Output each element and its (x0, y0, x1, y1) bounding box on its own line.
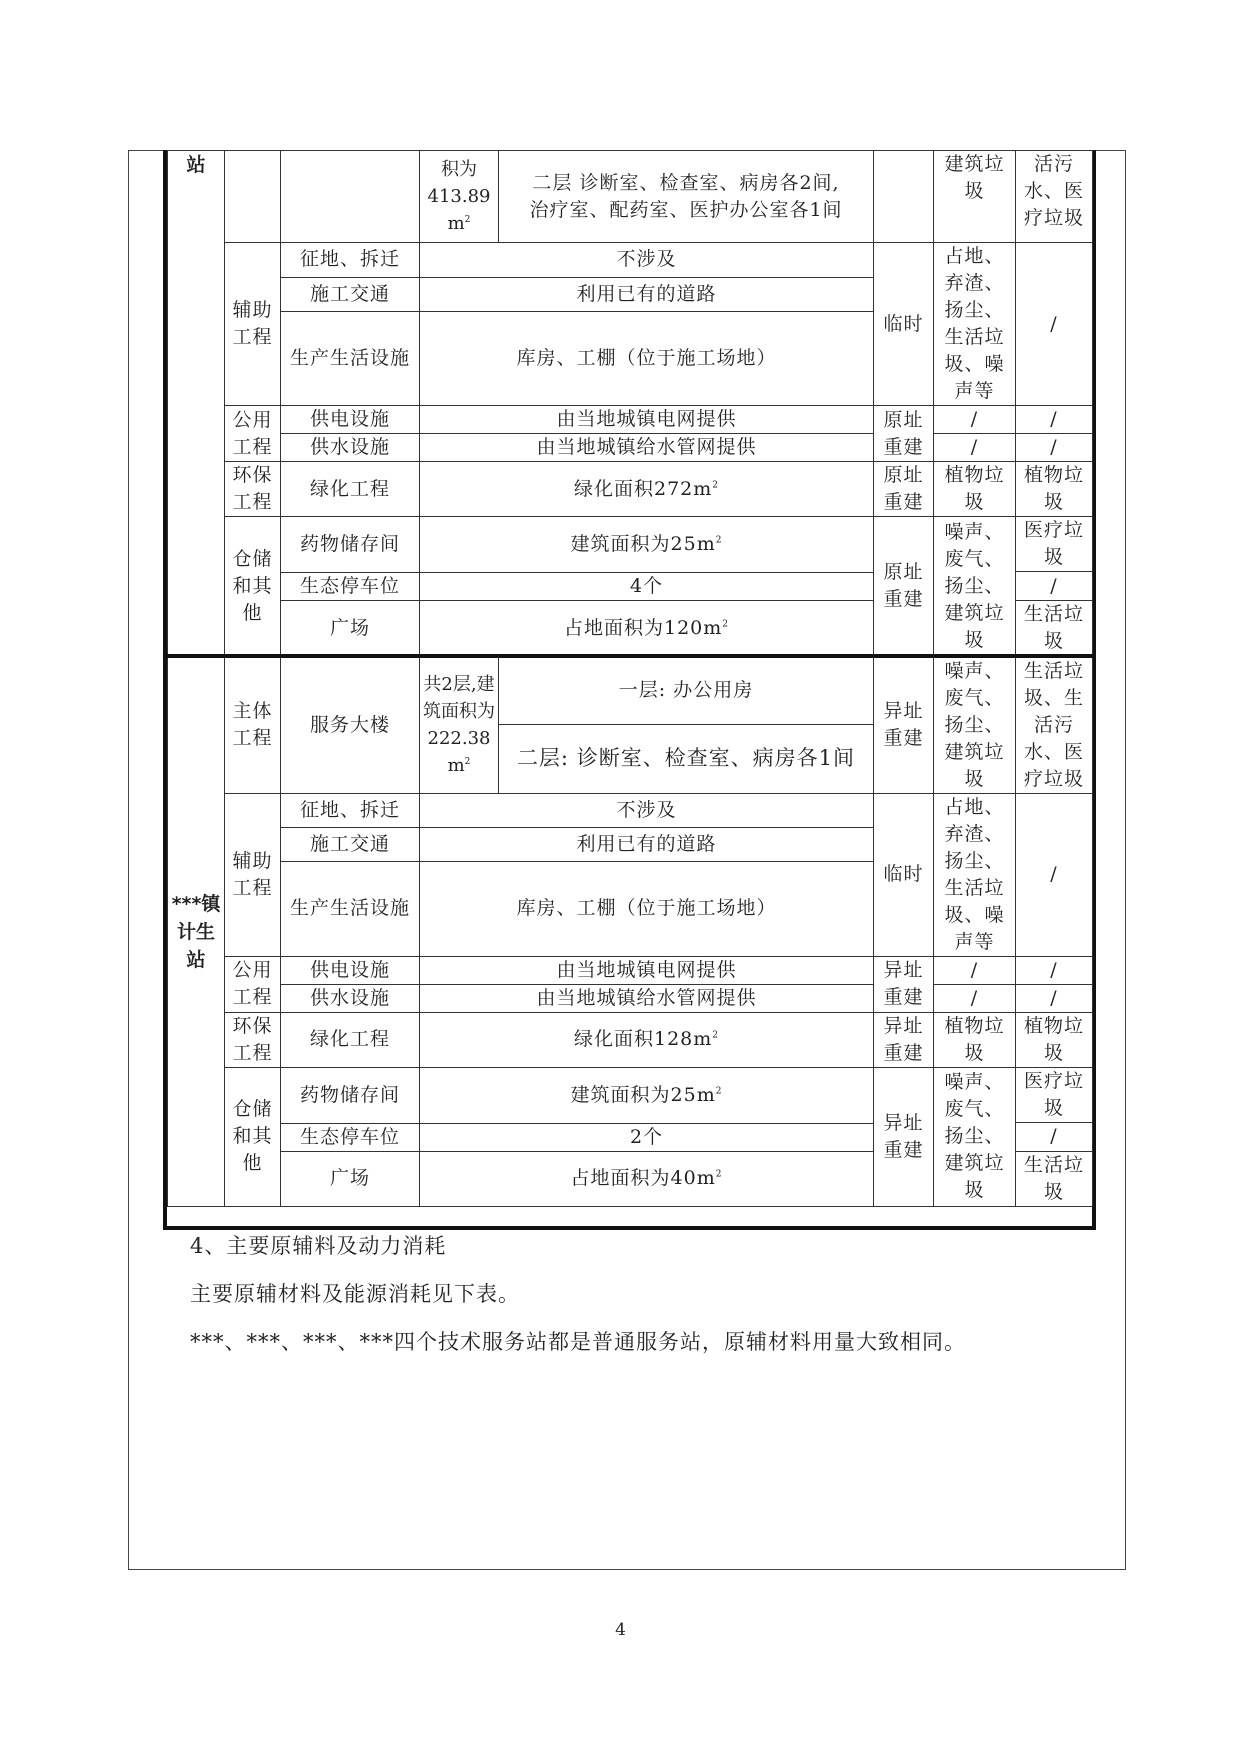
table-row (168, 462, 1093, 517)
floor1-cell: 一层: 办公用房 (499, 656, 874, 725)
site-cell: 原址重建 (874, 517, 934, 656)
item-cell: 生态停车位 (281, 573, 420, 601)
empty-cell (281, 151, 420, 243)
desc-cell: 库房、工棚（位于施工场地） (420, 312, 874, 406)
area-unit-sup: 2 (715, 535, 723, 546)
site-cell: 原址重建 (874, 406, 934, 462)
desc-cell: 4个 (420, 573, 874, 601)
area-unit: m (693, 1028, 713, 1050)
item-cell: 征地、拆迁 (281, 793, 420, 827)
item-cell: 绿化工程 (281, 1012, 420, 1067)
waste-cell: 医疗垃圾 (1016, 517, 1093, 572)
desc-cell: 由当地城镇给水管网提供 (420, 434, 874, 462)
impact-cell: / (934, 434, 1016, 462)
waste-cell: / (1016, 572, 1093, 601)
area-unit: m (447, 213, 465, 234)
item-cell: 供水设施 (281, 434, 420, 462)
rooms-line1: 二层 诊断室、检查室、病房各2间, (532, 171, 840, 194)
item-cell: 生产生活设施 (281, 312, 420, 406)
waste-cell: 植物垃圾 (1016, 462, 1093, 517)
waste-cell: / (1016, 793, 1093, 956)
category-cell: 辅助工程 (225, 243, 281, 406)
item-cell: 征地、拆迁 (281, 243, 420, 278)
waste-cell: / (1016, 984, 1093, 1012)
table-row (168, 1012, 1093, 1067)
area-unit-sup: 2 (715, 1169, 723, 1180)
station1-name-cell (168, 151, 225, 656)
area-unit: m (696, 533, 716, 555)
category-cell: 仓储和其他 (225, 517, 281, 656)
waste-cell: / (1016, 434, 1093, 462)
floors-cell (420, 656, 499, 794)
table-row (168, 984, 1093, 1012)
desc-cell: 2个 (420, 1123, 874, 1151)
desc-cell: 利用已有的道路 (420, 277, 874, 312)
table-row (168, 434, 1093, 462)
desc-text: 建筑面积为25 (570, 1083, 697, 1106)
impact-cell: 占地、弃渣、扬尘、生活垃圾、噪声等 (934, 243, 1016, 406)
station1-name: 站 (186, 154, 206, 176)
site-cell: 临时 (874, 243, 934, 406)
site-cell: 异址重建 (874, 656, 934, 794)
item-cell: 服务大楼 (281, 656, 420, 794)
category-cell: 环保工程 (225, 1012, 281, 1067)
area-unit-sup: 2 (712, 480, 720, 491)
table-row (168, 1067, 1093, 1122)
waste-cell: 生活垃圾 (1016, 601, 1093, 656)
empty-cell (874, 151, 934, 243)
category-cell: 公用工程 (225, 406, 281, 462)
desc-cell (420, 1012, 874, 1067)
area-unit-sup: 2 (464, 215, 471, 225)
desc-text: 绿化面积272 (573, 477, 694, 500)
item-cell: 广场 (281, 601, 420, 656)
category-cell: 环保工程 (225, 462, 281, 517)
impact-cell: 植物垃圾 (934, 1012, 1016, 1067)
desc-cell: 由当地城镇给水管网提供 (420, 984, 874, 1012)
item-cell: 广场 (281, 1151, 420, 1206)
waste-cell: 活污水、医疗垃圾 (1016, 151, 1093, 243)
desc-cell: 库房、工棚（位于施工场地） (420, 862, 874, 956)
area-unit: m (693, 477, 713, 500)
floors-text: 共2层,建筑面积为222.38 (423, 674, 495, 749)
area-unit: m (447, 755, 465, 776)
category-cell: 主体工程 (225, 656, 281, 794)
floors-text: 积为413.89 (427, 159, 491, 207)
category-cell: 辅助工程 (225, 793, 281, 956)
table-row (168, 517, 1093, 572)
rooms-cell (499, 151, 874, 243)
area-unit-sup: 2 (715, 1086, 723, 1097)
impact-cell: / (934, 956, 1016, 984)
desc-text: 占地面积为120 (563, 616, 704, 639)
desc-cell (420, 601, 874, 656)
table-row (168, 243, 1093, 278)
impact-cell: / (934, 406, 1016, 434)
waste-cell: 生活垃圾 (1016, 1151, 1093, 1206)
desc-cell: 利用已有的道路 (420, 827, 874, 861)
desc-cell: 由当地城镇电网提供 (420, 956, 874, 984)
impact-cell: 噪声、废气、扬尘、建筑垃圾 (934, 517, 1016, 656)
section-line2: ***、***、***、***四个技术服务站都是普通服务站，原辅材料用量大致相同。 (190, 1330, 966, 1354)
item-cell: 施工交通 (281, 277, 420, 312)
site-cell: 临时 (874, 793, 934, 956)
item-cell: 供电设施 (281, 406, 420, 434)
item-cell: 供水设施 (281, 984, 420, 1012)
waste-cell: / (1016, 1122, 1093, 1151)
impact-cell: 建筑垃圾 (934, 151, 1016, 243)
area-unit: m (696, 1083, 716, 1106)
impact-cell: / (934, 984, 1016, 1012)
section-line1: 主要原辅材料及能源消耗见下表。 (190, 1282, 520, 1306)
project-composition-table (163, 150, 1096, 1230)
table-row (168, 151, 1093, 243)
table-row (168, 793, 1093, 827)
desc-cell (420, 517, 874, 573)
desc-cell (420, 1151, 874, 1206)
page-number: 4 (615, 1620, 626, 1640)
item-cell: 供电设施 (281, 956, 420, 984)
waste-cell: 植物垃圾 (1016, 1012, 1093, 1067)
item-cell: 药物储存间 (281, 517, 420, 573)
empty-cell (225, 151, 281, 243)
impact-cell: 占地、弃渣、扬尘、生活垃圾、噪声等 (934, 793, 1016, 956)
section-heading: 4、主要原辅料及动力消耗 (190, 1234, 447, 1258)
item-cell: 绿化工程 (281, 462, 420, 517)
category-cell: 公用工程 (225, 956, 281, 1012)
item-cell: 施工交通 (281, 827, 420, 861)
area-unit-sup: 2 (712, 1030, 720, 1041)
station2-name: ***镇计生站 (168, 656, 225, 1207)
floor2-cell: 二层: 诊断室、检查室、病房各1间 (499, 725, 874, 793)
desc-cell (420, 1067, 874, 1123)
site-cell: 异址重建 (874, 1012, 934, 1067)
area-unit-sup: 2 (464, 757, 471, 767)
waste-cell: 医疗垃圾 (1016, 1067, 1093, 1122)
rooms-line2: 治疗室、配药室、医护办公室各1间 (529, 198, 843, 221)
desc-text: 绿化面积128 (573, 1028, 694, 1050)
table-row (168, 406, 1093, 434)
table-row (168, 956, 1093, 984)
item-cell: 生态停车位 (281, 1123, 420, 1151)
item-cell: 生产生活设施 (281, 862, 420, 956)
desc-cell: 不涉及 (420, 243, 874, 278)
desc-cell: 由当地城镇电网提供 (420, 406, 874, 434)
desc-cell (420, 462, 874, 517)
floors-cell (420, 151, 499, 243)
area-unit: m (696, 1167, 716, 1189)
desc-text: 建筑面积为25 (570, 533, 697, 555)
category-cell: 仓储和其他 (225, 1067, 281, 1206)
table-row (168, 656, 1093, 725)
waste-cell: / (1016, 406, 1093, 434)
site-cell: 异址重建 (874, 1067, 934, 1206)
desc-cell: 不涉及 (420, 793, 874, 827)
area-unit-sup: 2 (722, 619, 730, 630)
site-cell: 异址重建 (874, 956, 934, 1012)
site-cell: 原址重建 (874, 462, 934, 517)
item-cell: 药物储存间 (281, 1067, 420, 1123)
waste-cell: / (1016, 956, 1093, 984)
impact-cell: 噪声、废气、扬尘、建筑垃圾 (934, 1067, 1016, 1206)
waste-cell: / (1016, 243, 1093, 406)
desc-text: 占地面积为40 (570, 1167, 697, 1189)
impact-cell: 噪声、废气、扬尘、建筑垃圾 (934, 656, 1016, 794)
waste-cell: 生活垃圾、生活污水、医疗垃圾 (1016, 656, 1093, 794)
impact-cell: 植物垃圾 (934, 462, 1016, 517)
area-unit: m (703, 616, 723, 639)
